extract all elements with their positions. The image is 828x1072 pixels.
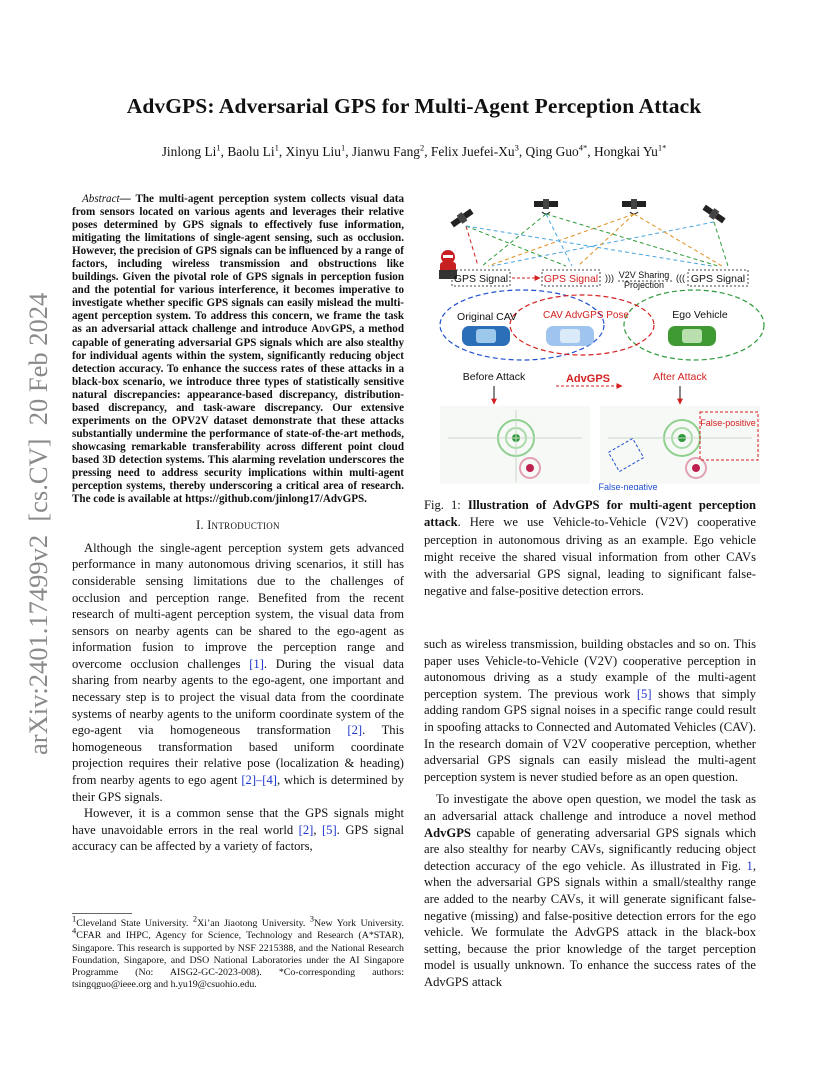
abstract-text: , a method capable of generating adversarial GPS signals which are also stealthy for individual agents within the system, significantly reducing object detection accuracy. To enhance the success rates of these attacks in a black-box scenario, we introduce three types of statistically sensitive natural discrepancies: appearance-based discrepancy, distribution-based discrepancy, and task-aware discrepancy. Our extensive experiments on the OPV2V dataset demonstrate that these attacks substantially undermine the performance of state-of-the-art methods, showcasing remarkable transferability across different point cloud based 3D detection systems. This alarming revelation underscores the pressing need to address security implications within multi-agent perception systems, thereby underscoring a critical area of research. The code is available at https://github.com/jinlong17/AdvGPS. [72,323,404,506]
intro-paragraph [72,540,404,806]
body-text: capable of generating adversarial GPS signals which are also stealthy for nearby CAVs, significantly reducing object detection accuracy of the ego vehicle. As illustrated in Fig. [424,825,756,873]
footnote-text: Xi’an Jiaotong University. [197,918,310,929]
author-name: Xinyu Liu [285,144,341,159]
before-attack-pointcloud [440,406,590,484]
advgps-cav-car-icon [546,326,594,346]
footnote-text: New York University. [314,918,404,929]
body-text: such as wireless transmission, building obstacles and so on. This paper uses Vehicle-to-Vehicle (V2V) cooperative perception in autonomous driving as a study example of the multi-agent perception system. The previous work [424,637,756,701]
wireless-icon: ))) [605,273,614,283]
author-affiliation-mark: 1 [340,142,346,153]
gps-signal-right-label: GPS Signal [690,273,746,285]
footnote-mark: 2 [192,913,198,924]
projection-label: Projection [623,280,665,290]
body-text: . This homogeneous transformation based uniform coordinate projection requires their relative pose (localization & heading) from nearby agents to ego agent [72,723,404,788]
author-name: Felix Juefei-Xu [430,144,515,159]
ego-vehicle-label: Ego Vehicle [672,309,728,321]
footnote-mark: 4 [72,926,77,936]
footnote-text: CFAR and IHPC, Agency for Science, Technology and Research (A*STAR), Singapore. This research is supported by NSF 2215388, and the National Research Foundation, Singapore, and DSO National Laboratories under the AI Singapore Programme (No: AISG2-GC-2023-008). *Co-corresponding authors: tsingqguo@ieee.org and h.yu19@csuohio.edu. [72,930,404,991]
body-text: , [313,822,322,837]
body-text: . During the visual data sharing from nearby agents to the ego-agent, one important and necessary step is to project the visual data from the coordinate systems of nearby agents to the uniform coordinate system of the ego-agent via homogeneous transformation [72,656,404,738]
author-name: Qing Guo [525,144,579,159]
figure-1 [432,190,768,490]
satellite-signal-lines [466,214,728,266]
figure-reference-link[interactable]: 1 [746,858,753,873]
body-text: shows that simply adding random GPS signal noises in a specific range could result in spoofing attacks to Connected and Automated Vehicles (CAV). In the research domain of V2V cooperative perception, whether adversarial GPS signals can easily mislead the multi-agent perception system is never studied before as an open question. [424,686,756,784]
body-text: , which is determined by their GPS signals. [72,773,404,804]
method-name: AdvGPS [424,825,471,840]
body-paragraph [424,636,756,785]
original-cav-label: Original CAV [457,311,517,323]
ego-vehicle-car-icon [668,326,716,346]
body-text: However, it is a common sense that the GPS signals might have unavoidable errors in the real world [72,806,404,837]
caption-bold-text: Illustration of AdvGPS for multi-agent perception attack [424,498,756,530]
satellite-icon [449,207,474,229]
citation-link[interactable]: [5] [636,686,652,701]
arxiv-identifier [14,285,58,755]
author-name: Baolu Li [227,144,275,159]
footnote-mark: 1 [72,913,77,924]
caption-text: . Here we use Vehicle-to-Vehicle (V2V) cooperative perception in autonomous driving as an example. Ego vehicle might receive the shared visual information from other CAVs with the adversarial GPS signal, leading to significant false-negative and false-positive detection errors. [424,515,756,599]
author-name: Hongkai Yu [593,144,658,159]
citation-link[interactable]: [2] [347,723,363,738]
right-column [424,636,756,990]
author-name: Jianwu Fang [351,144,420,159]
ego-region-ellipse [624,290,764,360]
author-name: Jinlong Li [161,144,217,159]
v2v-sharing-label: V2V Sharing [618,270,670,280]
gps-signal-left-label: GPS Signal [453,273,509,285]
abstract-label: Abstract [82,193,120,205]
citation-link[interactable]: [2]–[4] [241,773,277,788]
cav-region-ellipse [440,290,604,360]
author-affiliation-mark: 3 [514,142,519,153]
gps-signal-mid-label: GPS Signal [543,273,599,285]
citation-link[interactable]: [2] [298,822,314,837]
footnote-divider [72,913,132,914]
caption-label: Fig. 1: [424,498,468,512]
abstract-text: The multi-agent perception system collects visual data from sensors located on various agents and leverages their relative poses determined by GPS signals to effectively fuse information, mitigating the limitations of single-agent sensing, such as occlusion. However, the precision of GPS signals can be influenced by a range of factors, including wireless transmission and obstructions like buildings. Given the pivotal role of GPS signals in perception fusion and the potential for various interference, it becomes imperative to investigate whether specific GPS signals can easily mislead the multi-agent perception system. To address this concern, we frame the task as an adversarial attack challenge and introduce [72,193,405,336]
body-text: To investigate the above open question, we model the task as an adversarial attack challenge and introduce a novel method [424,792,756,823]
wireless-icon: ((( [676,273,685,283]
body-text: Although the single-agent perception system gets advanced performance in many autonomous driving scenarios, it still has considerable sensing limitations due to the challenges of occlusion and perception range. Benefited from the recent research of multi-agent perception system, the visual data from sensors on nearby agents can be shared to the ego-agent as information fusion to improve the perception range and overcome occlusion challenges [72,540,404,671]
footnote-text: Cleveland State University. [76,918,193,929]
arxiv-identifier-text: arXiv:2401.17499v2 [cs.CV] 20 Feb 2024 [23,292,53,755]
false-positive-label: False-positive [700,418,756,428]
paper-title: AdvGPS: Adversarial GPS for Multi-Agent Perception Attack [126,94,702,118]
original-cav-car-icon [462,326,510,346]
citation-link[interactable]: [1] [249,656,264,671]
body-text: . GPS signal accuracy can be affected by a variety of factors, [72,822,405,854]
author-affiliation-mark: 1* [657,142,667,153]
satellite-icon [701,203,726,225]
advgps-label: AdvGPS [565,373,611,385]
author-affiliation-mark: 1 [216,142,221,153]
abstract-dash: — [119,193,136,205]
footnote-mark: 3 [309,913,315,924]
author-list: Jinlong Li$^1$, Baolu Li$^1$, Xinyu Liu$^1$, Jianwu Fang$^2$, Felix Juefei-Xu$^3$, Qing Guo$^{4*}$, Hongkai $Yu^{1*}$ [161,142,667,159]
section-heading-introduction: I. Introduction [196,518,280,533]
figure-caption [424,497,756,601]
author-affiliation-mark: 2 [419,142,425,153]
intro-paragraph [72,805,404,855]
author-affiliation-mark: 4* [578,142,588,153]
body-paragraph [424,791,756,990]
footnote [72,913,404,992]
body-text: , when the adversarial GPS signals within a small/stealthy range are added to the nearby CAVs, it will generate significant false-negative (missing) and false-positive detection errors for the ego vehicle. We formulate the AdvGPS attack in the black-box setting, because the prior knowledge of the target perception model is usually unknown. To enhance the success rates of the AdvGPS attack [424,858,756,989]
author-affiliation-mark: 1 [274,142,279,153]
before-attack-label: Before Attack [462,371,526,383]
cav-advgps-pose-label: CAV AdvGPS Pose [543,310,629,321]
method-name: AdvGPS [311,323,353,336]
left-column [72,193,404,855]
abstract [72,193,404,506]
citation-link[interactable]: [5] [321,822,337,837]
satellite-icon [622,199,646,214]
satellite-icon [534,199,558,214]
after-attack-label: After Attack [653,371,707,383]
false-negative-label: False-negative [598,482,658,490]
